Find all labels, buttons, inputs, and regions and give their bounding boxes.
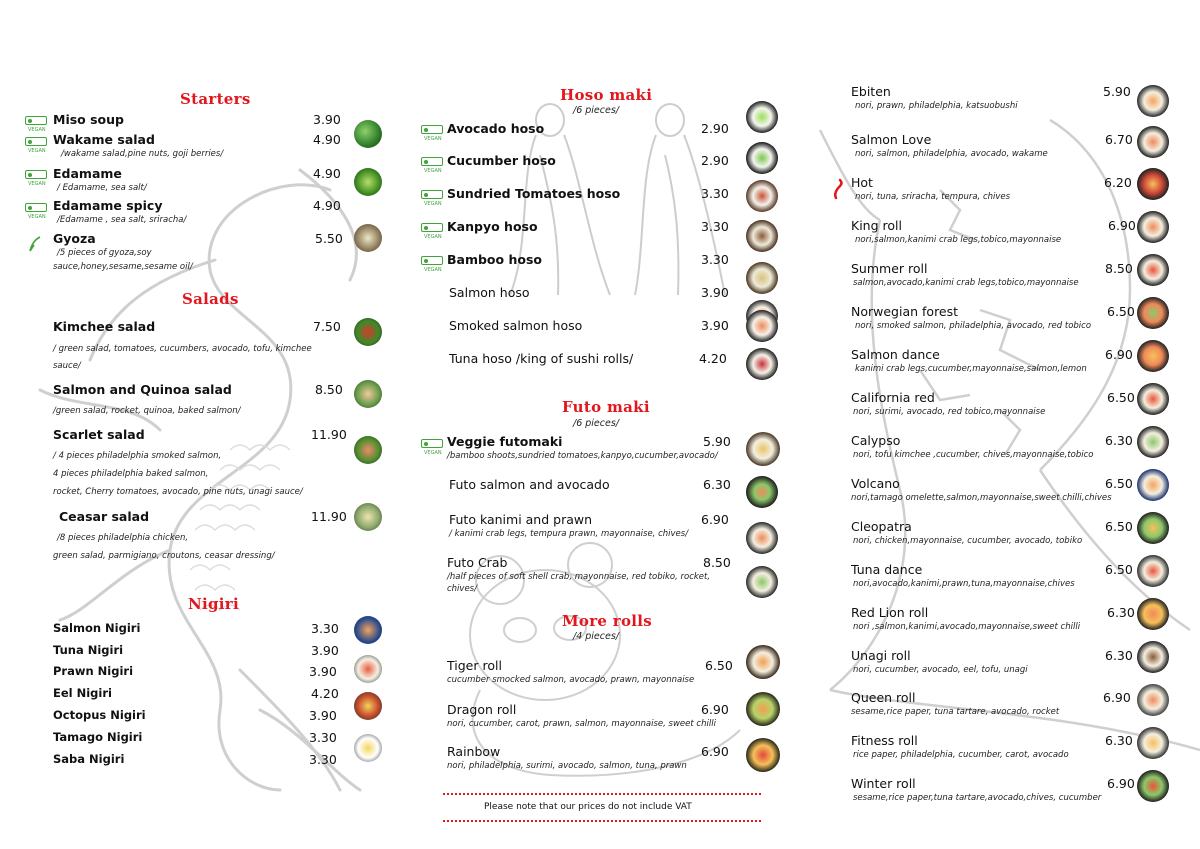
vegan-badge: VEGAN <box>25 116 47 125</box>
item-name: King roll <box>851 218 902 233</box>
menu-item <box>53 132 343 159</box>
item-name: Prawn Nigiri <box>53 664 134 678</box>
menu-item <box>447 121 737 143</box>
menu-item <box>447 744 747 771</box>
item-name: Tamago Nigiri <box>53 730 143 744</box>
item-price: 6.30 <box>1105 733 1133 748</box>
roll-photo <box>1137 555 1169 587</box>
item-name: Futo salmon and avocado <box>449 477 610 492</box>
futo-roll-photo <box>746 522 778 554</box>
item-price: 3.90 <box>309 708 337 723</box>
item-name: Octopus Nigiri <box>53 708 146 722</box>
menu-item <box>447 658 747 685</box>
menu-item <box>53 427 353 497</box>
item-description: nori, chicken,mayonnaise, cucumber, avocado, tobiko <box>853 536 1083 546</box>
item-description: nori, smoked salmon, philadelphia, avocado, red tobico <box>855 321 1092 331</box>
item-price: 3.90 <box>701 318 729 333</box>
vegan-badge: VEGAN <box>421 157 443 166</box>
item-price: 3.30 <box>309 730 337 745</box>
item-price: 6.70 <box>1105 132 1133 147</box>
roll-photo <box>1137 85 1169 117</box>
item-price: 2.90 <box>701 153 729 168</box>
menu-item <box>447 555 747 594</box>
item-price: 4.90 <box>313 198 341 213</box>
item-name: Edamame <box>53 166 122 181</box>
item-description: / green salad, tomatoes, cucumbers, avocado, tofu, kimchee <box>53 344 312 354</box>
futo-maki-subtitle: /6 pieces/ <box>573 418 619 429</box>
edamame-photo <box>354 168 382 196</box>
salad-photo <box>354 436 382 464</box>
item-name: Queen roll <box>851 690 916 705</box>
roll-photo <box>1137 211 1169 243</box>
menu-item <box>447 252 737 274</box>
roll-photo <box>1137 254 1169 286</box>
item-price: 3.30 <box>311 621 339 636</box>
item-name: Salmon Nigiri <box>53 621 141 635</box>
vegan-badge: VEGAN <box>421 256 443 265</box>
item-price: 6.90 <box>1103 690 1131 705</box>
item-price: 7.50 <box>313 319 341 334</box>
item-name: Cleopatra <box>851 519 912 534</box>
item-description: chives/ <box>447 584 477 594</box>
menu-item <box>851 218 1141 245</box>
item-price: 3.90 <box>309 664 337 679</box>
item-price: 3.90 <box>311 643 339 658</box>
menu-item <box>447 434 747 461</box>
item-name: Avocado hoso <box>447 121 545 136</box>
menu-item <box>53 198 343 225</box>
vegan-badge: VEGAN <box>25 203 47 212</box>
roll-photo <box>1137 727 1169 759</box>
item-name: Summer roll <box>851 261 928 276</box>
menu-item <box>851 690 1141 717</box>
item-description: nori ,salmon,kanimi,avocado,mayonnaise,sweet chilli <box>853 622 1081 632</box>
item-name: Hot <box>851 175 873 190</box>
menu-item <box>447 219 737 241</box>
menu-item <box>851 390 1141 417</box>
item-name: Kimchee salad <box>53 319 156 334</box>
item-price: 3.90 <box>701 285 729 300</box>
item-name: Saba Nigiri <box>53 752 125 766</box>
vegan-badge: VEGAN <box>421 439 443 448</box>
item-name: Salmon Love <box>851 132 932 147</box>
item-name: Ebiten <box>851 84 891 99</box>
leaf-icon <box>28 235 42 253</box>
menu-item <box>851 175 1141 202</box>
item-description: 4 pieces philadelphia baked salmon, <box>53 469 209 479</box>
roll-photo <box>1137 168 1169 200</box>
more-rolls-title: More rolls <box>562 612 653 630</box>
item-description: nori, cucumber, avocado, eel, tofu, unagi <box>853 665 1028 675</box>
item-description: / Edamame, sea salt/ <box>57 183 147 193</box>
nigiri-photo <box>354 692 382 720</box>
item-description: /wakame salad,pine nuts, goji berries/ <box>61 149 224 159</box>
item-price: 8.50 <box>1105 261 1133 276</box>
item-description: nori, cucumber, carot, prawn, salmon, mayonnaise, sweet chilli <box>447 719 716 729</box>
item-description: nori,salmon,kanimi crab legs,tobico,mayonnaise <box>855 235 1062 245</box>
item-name: Salmon dance <box>851 347 940 362</box>
menu-item <box>851 347 1141 374</box>
item-name: Futo Crab <box>447 555 508 570</box>
roll-photo <box>1137 426 1169 458</box>
hoso-roll-photo <box>746 348 778 380</box>
roll-photo <box>1137 641 1169 673</box>
item-description: /8 pieces philadelphia chicken, <box>57 533 189 543</box>
item-price: 6.90 <box>1105 347 1133 362</box>
menu-item <box>851 519 1141 546</box>
menu-item <box>53 231 343 272</box>
item-price: 6.30 <box>1107 605 1135 620</box>
item-name: Tuna dance <box>851 562 923 577</box>
item-description: sesame,rice paper, tuna tartare, avocado, rocket <box>851 707 1060 717</box>
vegan-badge: VEGAN <box>421 125 443 134</box>
item-price: 4.20 <box>699 351 727 366</box>
hoso-maki-subtitle: /6 pieces/ <box>573 105 619 116</box>
item-price: 5.50 <box>315 231 343 246</box>
item-name: Norwegian forest <box>851 304 959 319</box>
item-price: 6.30 <box>1105 648 1133 663</box>
roll-photo <box>746 645 780 679</box>
item-price: 3.30 <box>701 252 729 267</box>
item-name: Unagi roll <box>851 648 911 663</box>
menu-item <box>851 648 1141 675</box>
menu-item <box>851 261 1141 288</box>
item-description: /half pieces of soft shell crab, mayonnaise, red tobiko, rocket, <box>447 572 711 582</box>
menu-item <box>851 476 1141 503</box>
vegan-badge: VEGAN <box>25 170 47 179</box>
item-name: Winter roll <box>851 776 916 791</box>
salad-photo <box>354 120 382 148</box>
nigiri-photo <box>354 734 382 762</box>
item-name: Miso soup <box>53 112 124 127</box>
item-name: Tuna Nigiri <box>53 643 124 657</box>
nigiri-photo <box>354 655 382 683</box>
item-price: 6.90 <box>701 702 729 717</box>
item-price: 3.30 <box>701 219 729 234</box>
menu-item <box>851 605 1141 632</box>
gyoza-photo <box>354 224 382 252</box>
more-rolls-subtitle: /4 pieces/ <box>573 631 619 642</box>
item-name: Ceasar salad <box>59 509 150 524</box>
item-name: Red Lion roll <box>851 605 929 620</box>
starters-title: Starters <box>180 90 251 108</box>
item-price: 5.90 <box>1103 84 1131 99</box>
roll-photo <box>1137 770 1169 802</box>
menu-item <box>449 477 739 499</box>
roll-photo <box>1137 340 1169 372</box>
menu-item <box>851 733 1141 760</box>
item-description: /bamboo shoots,sundried tomatoes,kanpyo,cucumber,avocado/ <box>447 451 718 461</box>
item-description: nori, salmon, philadelphia, avocado, wakame <box>855 149 1048 159</box>
divider <box>443 793 761 795</box>
futo-roll-photo <box>746 566 778 598</box>
item-name: Eel Nigiri <box>53 686 112 700</box>
menu-item <box>447 702 747 729</box>
item-name: Bamboo hoso <box>447 252 542 267</box>
futo-roll-photo <box>746 476 778 508</box>
item-name: Wakame salad <box>53 132 155 147</box>
item-name: California red <box>851 390 935 405</box>
menu-item <box>449 318 739 340</box>
item-price: 4.90 <box>313 166 341 181</box>
item-price: 6.90 <box>1108 218 1136 233</box>
item-price: 3.30 <box>309 752 337 767</box>
item-description: sesame,rice paper,tuna tartare,avocado,chives, cucumber <box>853 793 1102 803</box>
menu-item <box>851 304 1141 331</box>
hoso-roll-photo <box>746 180 778 212</box>
menu-item <box>53 730 343 752</box>
menu-item <box>53 112 343 134</box>
item-price: 3.90 <box>313 112 341 127</box>
item-name: Edamame spicy <box>53 198 163 213</box>
menu-item <box>53 752 343 774</box>
item-name: Veggie futomaki <box>447 434 563 449</box>
item-description: /Edamame , sea salt, sriracha/ <box>57 215 187 225</box>
item-price: 11.90 <box>311 427 347 442</box>
item-description: /green salad, rocket, quinoa, baked salmon/ <box>53 406 241 416</box>
item-name: Fitness roll <box>851 733 918 748</box>
item-description: / 4 pieces philadelphia smoked salmon, <box>53 451 222 461</box>
menu-item <box>851 132 1141 159</box>
menu-item <box>449 351 739 373</box>
item-description: kanimi crab legs,cucumber,mayonnaise,salmon,lemon <box>855 364 1087 374</box>
item-price: 4.20 <box>311 686 339 701</box>
roll-photo <box>746 692 780 726</box>
item-description: salmon,avocado,kanimi crab legs,tobico,mayonnaise <box>853 278 1079 288</box>
salads-title: Salads <box>182 290 239 308</box>
menu-item <box>53 166 343 193</box>
item-price: 3.30 <box>701 186 729 201</box>
menu-item <box>851 433 1141 460</box>
item-name: Smoked salmon hoso <box>449 318 583 333</box>
roll-photo <box>1137 469 1169 501</box>
item-name: Salmon hoso <box>449 285 530 300</box>
salad-photo <box>354 380 382 408</box>
item-description: nori, surimi, avocado, red tobico,mayonnaise <box>853 407 1046 417</box>
menu-item <box>53 382 353 416</box>
item-name: Kanpyo hoso <box>447 219 538 234</box>
item-price: 5.90 <box>703 434 731 449</box>
item-price: 6.90 <box>701 512 729 527</box>
item-price: 6.50 <box>1105 476 1133 491</box>
item-price: 6.90 <box>701 744 729 759</box>
item-price: 11.90 <box>311 509 347 524</box>
item-name: Dragon roll <box>447 702 517 717</box>
menu-item <box>447 186 737 208</box>
roll-photo <box>1137 684 1169 716</box>
item-description: nori, prawn, philadelphia, katsuobushi <box>855 101 1018 111</box>
nigiri-title: Nigiri <box>188 595 239 613</box>
hoso-maki-title: Hoso maki <box>560 86 653 104</box>
item-name: Rainbow <box>447 744 501 759</box>
menu-item <box>447 153 737 175</box>
futo-roll-photo <box>746 432 780 466</box>
item-description: cucumber smocked salmon, avocado, prawn, mayonnaise <box>447 675 695 685</box>
menu-item <box>53 686 343 708</box>
item-price: 2.90 <box>701 121 729 136</box>
menu-item <box>53 319 353 371</box>
menu-item <box>851 84 1141 111</box>
vat-note: Please note that our prices do not include VAT <box>484 802 692 812</box>
item-name: Gyoza <box>53 231 96 246</box>
item-description: nori,tamago omelette,salmon,mayonnaise,sweet chilli,chives <box>851 493 1112 503</box>
divider <box>443 820 761 822</box>
nigiri-photo <box>354 616 382 644</box>
item-description: sauce/ <box>53 361 81 371</box>
item-name: Cucumber hoso <box>447 153 556 168</box>
item-description: green salad, parmigiano, croutons, ceasar dressing/ <box>53 551 275 561</box>
roll-photo <box>1137 512 1169 544</box>
item-price: 6.50 <box>705 658 733 673</box>
item-name: Scarlet salad <box>53 427 145 442</box>
item-description: nori, tofu kimchee ,cucumber, chives,mayonnaise,tobico <box>853 450 1094 460</box>
vegan-badge: VEGAN <box>421 190 443 199</box>
item-price: 6.30 <box>703 477 731 492</box>
roll-photo <box>1137 598 1169 630</box>
item-name: Futo kanimi and prawn <box>449 512 593 527</box>
hoso-roll-photo <box>746 310 778 342</box>
item-name: Sundried Tomatoes hoso <box>447 186 621 201</box>
futo-maki-title: Futo maki <box>562 398 650 416</box>
item-description: /5 pieces of gyoza,soy <box>57 248 152 258</box>
item-price: 6.30 <box>1105 433 1133 448</box>
menu-item <box>53 643 343 665</box>
item-description: rocket, Cherry tomatoes, avocado, pine nuts, unagi sauce/ <box>53 487 303 497</box>
item-price: 8.50 <box>315 382 343 397</box>
roll-photo <box>1137 383 1169 415</box>
hoso-roll-photo <box>746 101 778 133</box>
roll-photo <box>746 738 780 772</box>
item-price: 6.50 <box>1105 562 1133 577</box>
item-name: Volcano <box>851 476 900 491</box>
menu-item <box>851 776 1141 803</box>
salad-photo <box>354 318 382 346</box>
menu-item <box>449 285 739 307</box>
item-description: / kanimi crab legs, tempura prawn, mayonnaise, chives/ <box>449 529 689 539</box>
item-name: Calypso <box>851 433 901 448</box>
item-price: 8.50 <box>703 555 731 570</box>
item-description: sauce,honey,sesame,sesame oil/ <box>53 262 193 272</box>
vegan-badge: VEGAN <box>25 137 47 146</box>
roll-photo <box>1137 126 1169 158</box>
item-price: 4.90 <box>313 132 341 147</box>
menu-item <box>53 621 343 643</box>
item-price: 6.50 <box>1107 304 1135 319</box>
item-name: Salmon and Quinoa salad <box>53 382 232 397</box>
hoso-roll-photo <box>746 142 778 174</box>
vegan-badge: VEGAN <box>421 223 443 232</box>
roll-photo <box>1137 297 1169 329</box>
menu-item <box>851 562 1141 589</box>
salad-photo <box>354 503 382 531</box>
item-description: nori,avocado,kanimi,prawn,tuna,mayonnaise,chives <box>853 579 1075 589</box>
item-price: 6.50 <box>1105 519 1133 534</box>
item-description: nori, tuna, sriracha, tempura, chives <box>855 192 1011 202</box>
item-description: nori, philadelphia, surimi, avocado, salmon, tuna, prawn <box>447 761 687 771</box>
item-name: Tuna hoso /king of sushi rolls/ <box>449 351 634 366</box>
menu-item <box>53 664 343 686</box>
hoso-roll-photo <box>746 220 778 252</box>
chili-icon <box>830 178 846 200</box>
item-price: 6.50 <box>1107 390 1135 405</box>
menu-item <box>53 708 343 730</box>
item-description: rice paper, philadelphia, cucumber, carot, avocado <box>853 750 1069 760</box>
item-price: 6.20 <box>1104 175 1132 190</box>
hoso-roll-photo <box>746 262 778 294</box>
menu-item <box>449 512 749 539</box>
menu-item <box>53 509 353 561</box>
item-price: 6.90 <box>1107 776 1135 791</box>
item-name: Tiger roll <box>447 658 502 673</box>
